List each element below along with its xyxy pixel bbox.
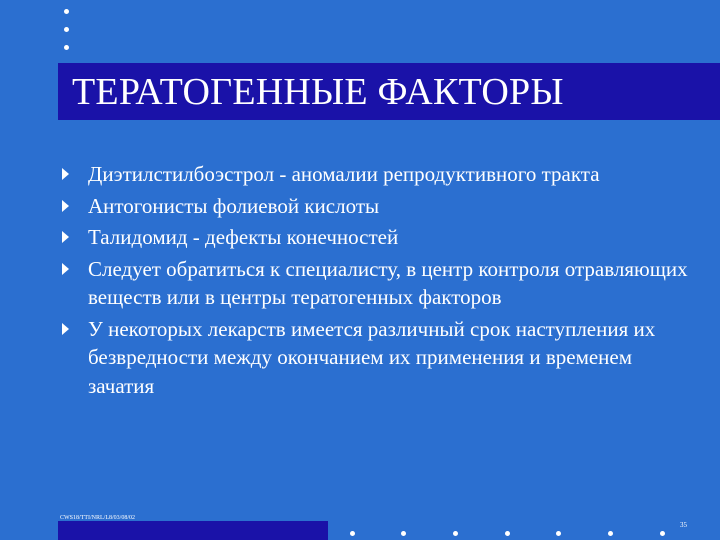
- decor-dot-icon: [64, 45, 69, 50]
- slide-title: ТЕРАТОГЕННЫЕ ФАКТОРЫ: [72, 71, 564, 113]
- footer-bar: [58, 521, 328, 540]
- bullet-list: [60, 160, 700, 400]
- bullet-text: Антогонисты фолиевой кислоты: [88, 193, 380, 218]
- triangle-right-icon: [62, 263, 69, 275]
- bullet-item: [60, 192, 700, 221]
- triangle-right-icon: [62, 231, 69, 243]
- bullet-item: [60, 255, 700, 312]
- decor-dot-icon: [64, 27, 69, 32]
- bullet-item: [60, 160, 700, 189]
- page-number: 35: [680, 521, 687, 529]
- decor-dot-icon: [608, 531, 613, 536]
- decor-dot-icon: [505, 531, 510, 536]
- bullet-text: Талидомид - дефекты конечностей: [88, 225, 399, 249]
- bullet-text: Диэтилстилбоэстрол - аномалии репродуктивного тракта: [88, 162, 600, 186]
- bullet-text: Следует обратиться к специалисту, в центр контроля отравляющих веществ или в центры тератогенных факторов: [88, 256, 688, 309]
- footer-code: CWS18/TTI/NRL/L8/03/08/02: [60, 515, 135, 521]
- bullet-item: [60, 315, 700, 401]
- decor-dot-icon: [660, 531, 665, 536]
- triangle-right-icon: [62, 168, 69, 180]
- decor-dot-icon: [350, 531, 355, 536]
- bullet-item: [60, 223, 700, 252]
- decor-dot-icon: [401, 531, 406, 536]
- triangle-right-icon: [62, 323, 69, 335]
- triangle-right-icon: [62, 200, 69, 212]
- bullet-text: У некоторых лекарств имеется различный срок наступления их безвредности между окончанием их применения и временем зачатия: [88, 316, 656, 398]
- decor-dot-icon: [453, 531, 458, 536]
- decor-dot-icon: [556, 531, 561, 536]
- decor-dot-icon: [64, 9, 69, 14]
